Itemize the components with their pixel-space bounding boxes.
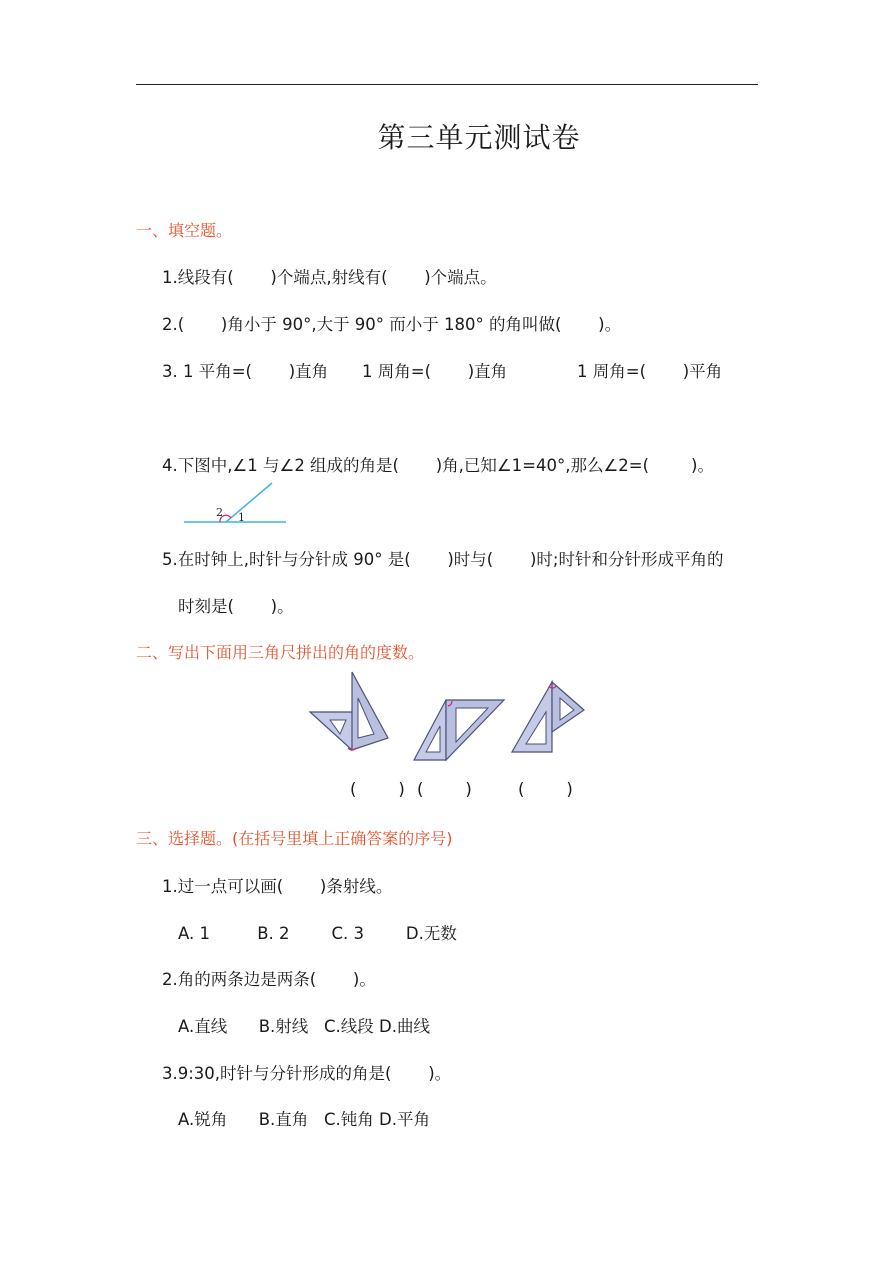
s2-blank-2: ( ) (417, 780, 472, 799)
s3-question-1-options: A. 1 B. 2 C. 3 D.无数 (178, 924, 457, 943)
set-square-pair-2 (414, 700, 504, 760)
s1-question-3c: 1 周角=( )平角 (577, 362, 723, 381)
s3-question-3-options: A.锐角 B.直角 C.钝角 D.平角 (178, 1110, 430, 1129)
s1-question-5b: 时刻是( )。 (178, 597, 294, 616)
section1-heading: 一、填空题。 (136, 221, 233, 240)
s1-question-2: 2.( )角小于 90°,大于 90° 而小于 180° 的角叫做( )。 (162, 315, 622, 334)
s2-blank-3: ( ) (518, 780, 573, 799)
set-square-pair-3 (512, 682, 584, 752)
s1-question-5a: 5.在时钟上,时针与分针成 90° 是( )时与( )时;时针和分针形成平角的 (162, 550, 724, 569)
triangle-rulers-figure (306, 668, 590, 764)
s3-question-2: 2.角的两条边是两条( )。 (162, 970, 376, 989)
section3-heading: 三、选择题。(在括号里填上正确答案的序号) (136, 829, 453, 848)
set-square-pair-1 (310, 672, 388, 750)
figure-label-2: 2 (216, 506, 223, 519)
s2-blank-1: ( ) (350, 780, 405, 799)
s3-question-2-options: A.直线 B.射线 C.线段 D.曲线 (178, 1017, 430, 1036)
figure-ray (226, 483, 272, 522)
s1-question-4: 4.下图中,∠1 与∠2 组成的角是( )角,已知∠1=40°,那么∠2=( )。 (162, 456, 714, 475)
angle-figure (180, 478, 292, 530)
s1-question-1: 1.线段有( )个端点,射线有( )个端点。 (162, 268, 497, 287)
s3-question-1: 1.过一点可以画( )条射线。 (162, 877, 393, 896)
s1-question-3b: 1 周角=( )直角 (362, 362, 508, 381)
s3-question-3: 3.9:30,时针与分针形成的角是( )。 (162, 1064, 452, 1083)
page-title: 第三单元测试卷 (377, 121, 581, 154)
section2-heading: 二、写出下面用三角尺拼出的角的度数。 (136, 643, 425, 662)
top-rule (136, 84, 758, 85)
s1-question-3a: 3. 1 平角=( )直角 (162, 362, 329, 381)
figure-label-1: 1 (238, 511, 245, 524)
